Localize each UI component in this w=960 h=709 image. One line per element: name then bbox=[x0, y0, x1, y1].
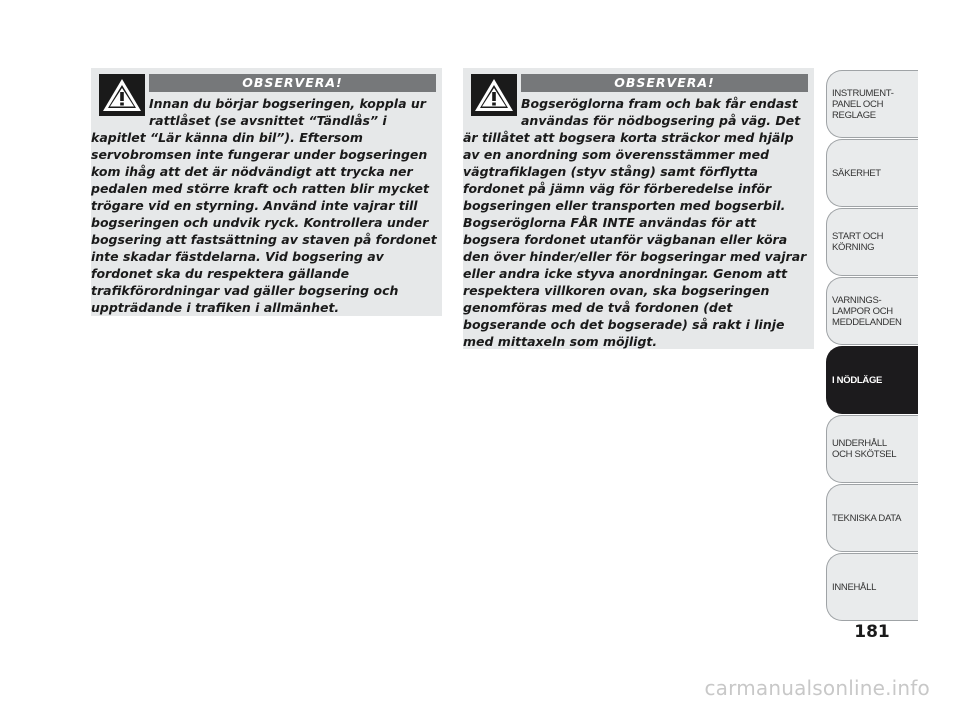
tab-label: INSTRUMENT- PANEL OCH REGLAGE bbox=[832, 87, 894, 121]
warning-line: bogserande och det bogserade) så rakt i linje bbox=[463, 317, 785, 332]
warning-line: inte skadar fästdelarna. Vid bogsering av bbox=[91, 249, 384, 264]
tab-label: INNEHÅLL bbox=[832, 581, 877, 593]
tab-label: TEKNISKA DATA bbox=[832, 512, 902, 524]
warning-line: av en anordning som överensstämmer med bbox=[463, 147, 770, 162]
warning-box-right bbox=[463, 68, 814, 349]
watermark: carmanualsonline.info bbox=[704, 676, 930, 700]
warning-line: genomföras med de två fordonen (det bbox=[463, 300, 733, 315]
warning-line: rattlåset (se avsnittet “Tändlås” i bbox=[149, 113, 387, 128]
warning-header: OBSERVERA! bbox=[521, 74, 808, 92]
warning-line: uppträdande i trafiken i allmänhet. bbox=[91, 300, 340, 315]
warning-line: bogseringen eller transporten med bogserbil. bbox=[463, 198, 786, 213]
warning-line: respektera villkoren ovan, ska bogseringen bbox=[463, 283, 770, 298]
warning-header: OBSERVERA! bbox=[149, 74, 436, 92]
warning-line: Bogseröglorna FÅR INTE användas för att bbox=[463, 215, 757, 230]
tab-varningslampor[interactable] bbox=[826, 277, 918, 345]
warning-line: bogseringen och undvik ryck. Kontrollera under bbox=[91, 215, 429, 230]
warning-line: trafikförordningar vad gäller bogsering och bbox=[91, 283, 399, 298]
warning-line: trögare vid en styrning. Använd inte vajrar till bbox=[91, 198, 418, 213]
tab-underhall[interactable] bbox=[826, 415, 918, 483]
warning-line: den över hinder/eller för bogseringar med vajrar bbox=[463, 249, 807, 264]
warning-line: kom ihåg att det är nödvändigt att trycka ner bbox=[91, 164, 413, 179]
tab-label: START OCH KÖRNING bbox=[832, 231, 884, 253]
tab-start-och-korning[interactable] bbox=[826, 208, 918, 276]
warning-line: bogsering att fastsättning av staven på fordonet bbox=[91, 232, 437, 247]
warning-line: är tillåtet att bogsera korta sträckor med hjälp bbox=[463, 130, 794, 145]
warning-line: bogsera fordonet utanför vägbanan eller köra bbox=[463, 232, 788, 247]
tab-label: VARNINGS- LAMPOR OCH MEDDELANDEN bbox=[832, 294, 902, 328]
warning-line: med mittaxeln som möjligt. bbox=[463, 334, 658, 349]
warning-text bbox=[91, 95, 436, 316]
warning-line: pedalen med större kraft och ratten blir mycket bbox=[91, 181, 429, 196]
warning-line: fordonet ska du respektera gällande bbox=[91, 266, 350, 281]
warning-box-left bbox=[91, 68, 442, 316]
tab-label: UNDERHÅLL OCH SKÖTSEL bbox=[832, 438, 897, 460]
warning-line: fordonet på jämn väg för förberedelse inför bbox=[463, 181, 772, 196]
tab-i-nodlage[interactable] bbox=[826, 346, 918, 414]
tab-instrumentpanel[interactable] bbox=[826, 70, 918, 138]
page-number: 181 bbox=[854, 622, 890, 642]
warning-text bbox=[463, 95, 808, 350]
warning-line: kapitlet “Lär känna din bil”). Eftersom bbox=[91, 130, 363, 145]
warning-line: användas för nödbogsering på väg. Det bbox=[521, 113, 801, 128]
tab-tekniska-data[interactable] bbox=[826, 484, 918, 552]
warning-line: eller andra icke styva anordningar. Genom att bbox=[463, 266, 788, 281]
tab-label: I NÖDLÄGE bbox=[832, 374, 883, 386]
tab-label: SÄKERHET bbox=[832, 167, 881, 179]
warning-line: Bogseröglorna fram och bak får endast bbox=[521, 96, 798, 111]
tab-innehall[interactable] bbox=[826, 553, 918, 621]
warning-line: servobromsen inte fungerar under bogseringen bbox=[91, 147, 428, 162]
warning-line: vägtrafiklagen (styv stång) samt förflytta bbox=[463, 164, 758, 179]
tab-sakerhet[interactable] bbox=[826, 139, 918, 207]
warning-line: Innan du börjar bogseringen, koppla ur bbox=[149, 96, 426, 111]
